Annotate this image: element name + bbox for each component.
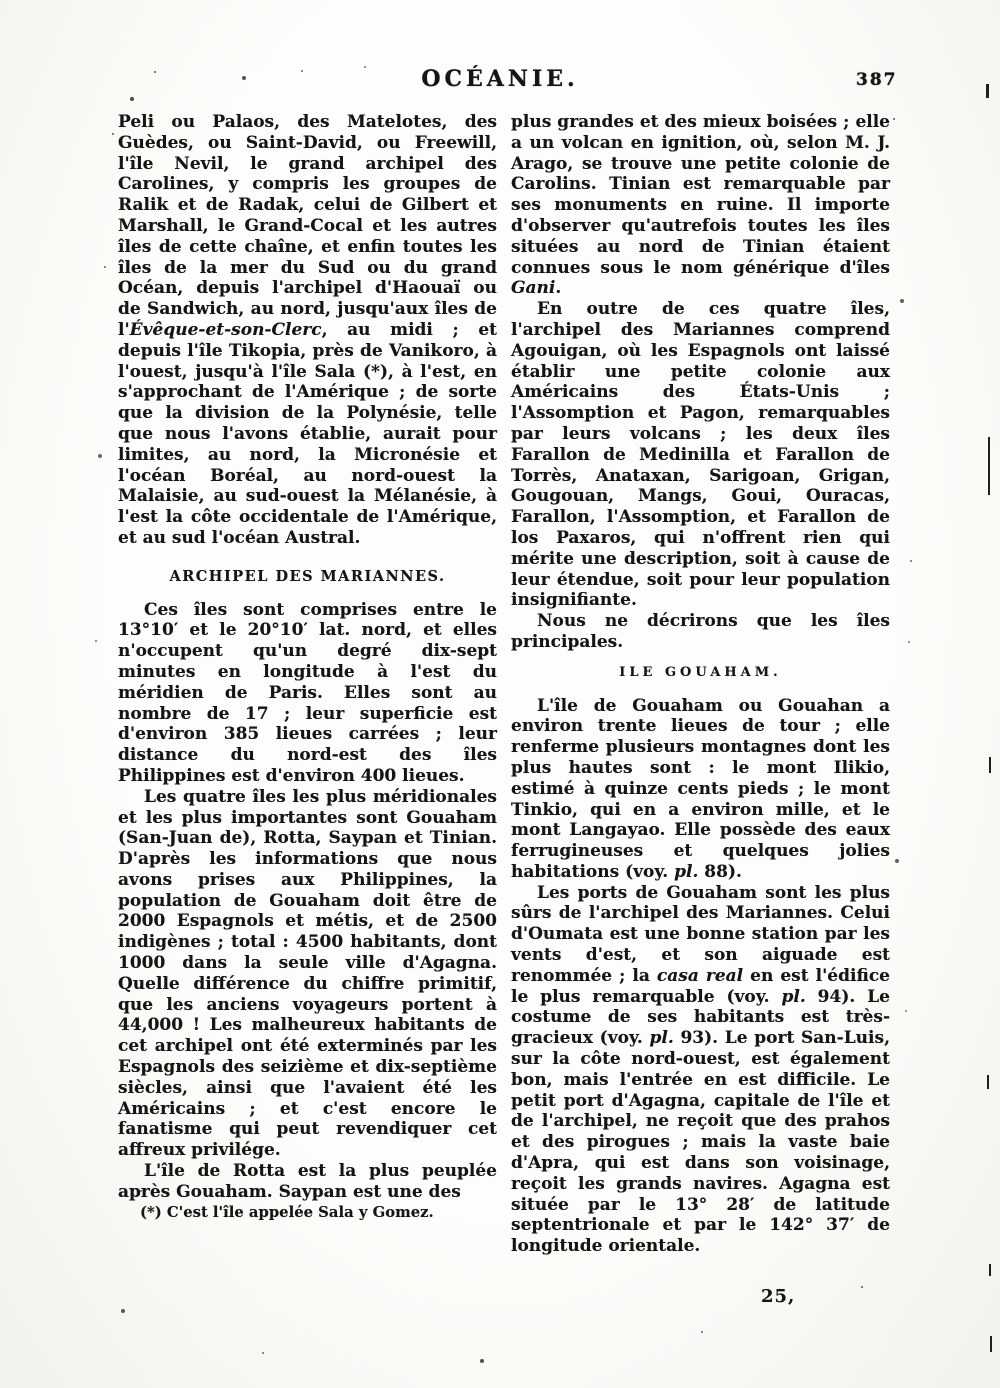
footnote-sala-y-gomez: (*) C'est l'île appelée Sala y Gomez. — [140, 1203, 434, 1221]
paragraph-oceania-continuation: Peli ou Palaos, des Matelotes, des Guèdes, ou Saint-David, ou Freewill, l'île Nevil, le grand archipel des Carolines, y compris les groupes de Ralik et de Radak, celui de Gilbert et Marshall, le Grand-Cocal et les autres îles de cette chaîne, et enfin toutes les îles de la mer du Sud ou du grand Océan, depuis l'archipel d'Haouaï ou de Sandwich, au nord, jusqu'aux îles de l'Évêque-et-son-Clerc, au midi ; et depuis l'île Tikopia, près de Vanikoro, à l'ouest, jusqu'à l'île Sala (*), à l'est, en s'approchant de l'Amérique ; de sorte que la division de la Polynésie, telle que nous l'avons établie, aurait pour limites, au nord, la Micronésie et l'océan Boréal, au nord-ouest la Malaisie, au sud-ouest la Mélanésie, à l'est la côte occidentale de l'Amérique, et au sud l'océan Austral. — [118, 112, 497, 548]
section-heading-archipel-des-mariannes: ARCHIPEL DES MARIANNES. — [169, 567, 446, 585]
page-edge-mark — [988, 437, 990, 495]
paragraph-iles-principales: Nous ne décrirons que les îles principales. — [511, 611, 890, 652]
paragraph-mariannes-population: Les quatre îles les plus méridionales et les plus importantes sont Gouaham (San-Juan de), Rotta, Saypan et Tinian. D'après les informations que nous avons prises aux Philippines, la population de Gouaham doit être de 2000 Espagnols et métis, et de 2500 indigènes ; total : 4500 habitants, dont 1000 dans la seule ville d'Agagna. Quelle différence du chiffre primitif, que les anciens voyageurs portent à 44,000 ! Les malheureux habitants de cet archipel ont été exterminés par les Espagnols des seizième et dix-septième siècles, ainsi que l'avaient été les Américains ; et c'est encore le fanatisme qui peut revendiquer cet affreux privilége. — [118, 786, 497, 1161]
page-number: 387 — [856, 70, 898, 90]
paragraph-tinian-continuation: plus grandes et des mieux boisées ; elle a un volcan en ignition, où, selon M. J. Arago, se trouve une petite colonie de Carolins. Tinian est remarquable par ses monuments en ruine. Il importe d'observer qu'autrefois toutes les îles situées au nord de Tinian étaient connues sous le nom générique d'îles Gani. — [511, 112, 890, 299]
paragraph-autres-iles: En outre de ces quatre îles, l'archipel des Mariannes comprend Agouigan, où les Espagnols ont laissé établir une petite colonie aux Américains des États-Unis ; l'Assomption et Pagon, remarquables par leurs volcans ; les deux îles Farallon de Medinilla et Farallon de Torrès, Anataxan, Sarigoan, Grigan, Gougouan, Mangs, Goui, Ouracas, Farallon, l'Assomption, et Farallon de los Paxaros, qui n'offrent rien qui mérite une description, soit à cause de leur étendue, soit pour leur population insignifiante. — [511, 299, 890, 611]
page-edge-mark — [986, 84, 989, 98]
paragraph-gouaham-ports: Les ports de Gouaham sont les plus sûrs de l'archipel des Mariannes. Celui d'Oumata est une bonne station par les vents d'est, et son aiguade est renommée ; la casa real en est l'édifice le plus remarquable (voy. pl. 94). Le costume de ses habitants est très-gracieux (voy. pl. 93). Le port San-Luis, sur la côte nord-ouest, est également bon, mais l'entrée en est difficile. Le petit port d'Agagna, capitale de l'île et de l'archipel, ne reçoit que des prahos et des pirogues ; mais la vaste baie d'Apra, qui est dans son voisinage, reçoit les grands navires. Agagna est située par le 13° 28′ de latitude septentrionale et par le 142° 37′ de longitude orientale. — [511, 882, 890, 1257]
right-column — [511, 112, 890, 1308]
page-edge-mark — [989, 1264, 991, 1276]
signature-mark: 25, — [761, 1286, 796, 1308]
left-column — [118, 112, 497, 1308]
page-edge-mark — [989, 757, 991, 773]
text-columns — [118, 112, 890, 1308]
running-title: OCÉANIE. — [421, 66, 579, 92]
scan-noise-specks — [0, 0, 2, 2]
paragraph-gouaham-montagnes: L'île de Gouaham ou Gouahan a environ trente lieues de tour ; elle renferme plusieurs montagnes dont les plus hautes sont : le mont Ilikio, estimé à quinze cents pieds ; le mont Tinkio, qui en a environ mille, et le mont Langayao. Elle possède des eaux ferrugineuses et quelques jolies habitations (voy. pl. 88). — [511, 695, 890, 882]
page-edge-mark — [987, 1075, 989, 1089]
paragraph-mariannes-position: Ces îles sont comprises entre le 13°10′ et le 20°10′ lat. nord, et elles n'occupent qu'un degré dix-sept minutes en longitude à l'est du méridien de Paris. Elles sont au nombre de 17 ; leur superficie est d'environ 385 lieues carrées ; leur distance du nord-est des îles Philippines est d'environ 400 lieues. — [118, 599, 497, 786]
paragraph-rotta: L'île de Rotta est la plus peuplée après Gouaham. Saypan est une des — [118, 1161, 497, 1202]
page-edge-mark — [990, 1336, 992, 1352]
section-heading-ile-gouaham: ILE GOUAHAM. — [619, 664, 782, 680]
